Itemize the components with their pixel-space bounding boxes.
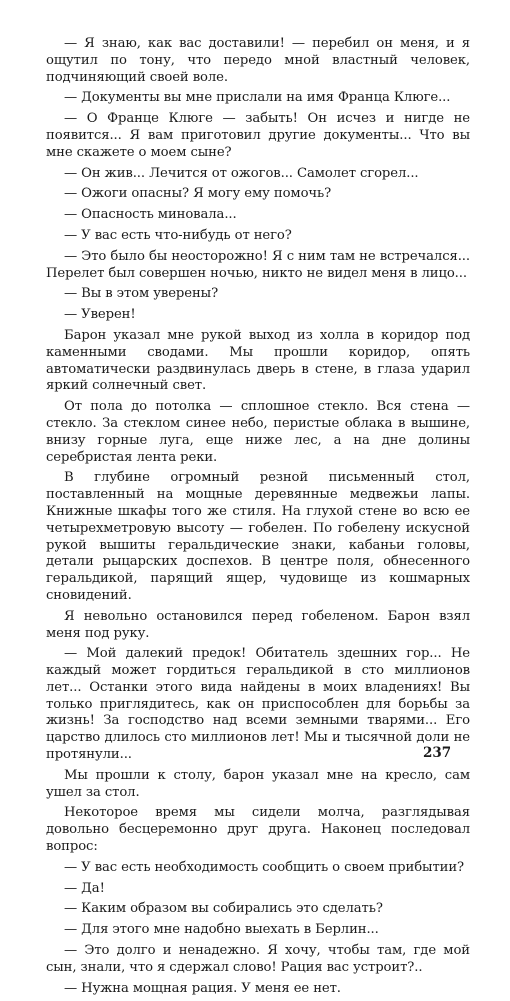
paragraph: — Нужна мощная рация. У меня ее нет. (64, 980, 341, 996)
paragraph: — Каким образом вы собирались это сделать? (64, 901, 383, 917)
page-number: 237 (423, 745, 452, 761)
paragraph: Я невольно остановился перед гобеленом. Барон взял меня под руку. (46, 608, 470, 641)
paragraph: — У вас есть необходимость сообщить о своем прибытии? (64, 859, 464, 875)
paragraph: Барон указал мне рукой выход из холла в коридор под каменными сводами. Мы прошли коридор, опять автоматически раздвинулась дверь в стене, в глаза ударил яркий солнечный свет. (46, 327, 470, 394)
paragraph: — Мой далекий предок! Обитатель здешних гор... Не каждый может гордиться геральдикой в сто миллионов лет... Останки этого вида найдены в моих владениях! Вы только приглядитесь, как он приспособлен для борьбы за жизнь! За господство над всеми земными тварями... Его царство длилось сто миллионов лет! Мы и тысячной доли не протянули... (46, 646, 470, 763)
paragraph: — Вы в этом уверены? (64, 286, 219, 302)
paragraph: — Уверен! (64, 307, 136, 323)
paragraph: — У вас есть что-нибудь от него? (64, 227, 292, 243)
paragraph: — Ожоги опасны? Я могу ему помочь? (64, 186, 332, 202)
paragraph: — Опасность миновала... (64, 207, 237, 223)
paragraph: От пола до потолка — сплошное стекло. Вся стена — стекло. За стеклом синее небо, перистые облака в вышине, внизу горные луга, еще ниже лес, а на дне долины серебристая лента реки. (46, 399, 470, 465)
paragraph: — Для этого мне надобно выехать в Берлин... (64, 922, 379, 938)
paragraph: — Это было бы неосторожно! Я с ним там не встречался... Перелет был совершен ночью, никто не видел меня в лицо... (46, 248, 470, 281)
paragraph: — Документы вы мне прислали на имя Франца Клюге... (64, 90, 451, 106)
paragraph: — О Франце Клюге — забыть! Он исчез и нигде не появится... Я вам приготовил другие документы... Что вы мне скажете о моем сыне? (46, 111, 470, 160)
paragraph: Мы прошли к столу, барон указал мне на кресло, сам ушел за стол. (46, 767, 470, 800)
paragraph: Некоторое время мы сидели молча, разглядывая довольно бесцеремонно друг друга. Наконец последовал вопрос: (46, 805, 470, 855)
paragraph: — Да! (64, 880, 105, 896)
paragraph: — Он жив... Лечится от ожогов... Самолет сгорел... (64, 165, 419, 181)
book-page (46, 36, 470, 1001)
paragraph: В глубине огромный резной письменный стол, поставленный на мощные деревянные медвежьи лапы. Книжные шкафы того же стиля. На глухой стене во всю ее четырехметровую высоту — гобелен. По гобелену искусной рукой вышиты геральдические знаки, кабаньи головы, детали рыцарских доспехов. В центре поля, обнесенного геральдикой, парящий ящер, чудовище из кошмарных сновидений. (46, 470, 470, 603)
paragraph: — Это долго и ненадежно. Я хочу, чтобы там, где мой сын, знали, что я сдержал слово! Рация вас устроит?.. (46, 943, 470, 975)
paragraph: — Я знаю, как вас доставили! — перебил он меня, и я ощутил по тону, что передо мной властный человек, подчиняющий своей воле. (46, 36, 470, 85)
